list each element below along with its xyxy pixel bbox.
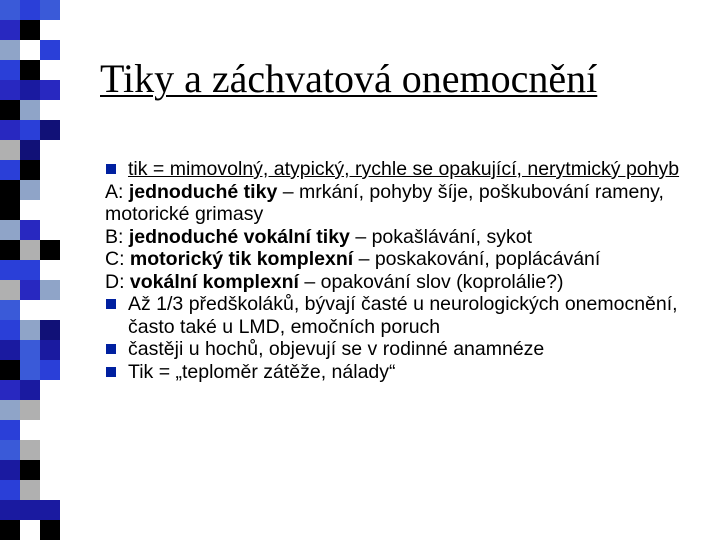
decorative-stripe — [0, 0, 60, 540]
list-item — [105, 181, 695, 226]
stripe-block — [40, 280, 60, 300]
item-prefix: C: — [105, 248, 130, 270]
stripe-block — [0, 120, 20, 140]
item-prefix: D: — [105, 270, 130, 293]
stripe-block — [40, 360, 60, 380]
stripe-block — [20, 460, 40, 480]
list-item — [105, 158, 695, 181]
item-bold: jednoduché vokální tiky — [128, 225, 350, 248]
stripe-block — [0, 280, 20, 300]
list-item — [105, 226, 695, 249]
stripe-block — [20, 240, 40, 260]
stripe-block — [40, 520, 60, 540]
stripe-block — [20, 280, 40, 300]
stripe-block — [20, 80, 40, 100]
stripe-block — [40, 40, 60, 60]
stripe-block — [20, 100, 40, 120]
stripe-block — [40, 120, 60, 140]
stripe-block — [20, 340, 40, 360]
stripe-block — [0, 200, 20, 220]
stripe-block — [20, 20, 40, 40]
stripe-block — [40, 0, 60, 20]
stripe-block — [20, 480, 40, 500]
list-item — [105, 248, 695, 271]
list-item — [105, 338, 695, 361]
item-text: Tik = „teploměr zátěže, nálady“ — [128, 360, 396, 383]
item-prefix: B: — [105, 225, 129, 248]
stripe-block — [20, 180, 40, 200]
stripe-block — [0, 340, 20, 360]
stripe-block — [20, 60, 40, 80]
stripe-block — [0, 240, 20, 260]
item-bold: vokální komplexní — [129, 270, 299, 293]
item-prefix: A: — [105, 180, 129, 203]
stripe-block — [20, 440, 40, 460]
item-bold: motorický tik komplexní — [129, 248, 354, 270]
item-text: častěji u hochů, objevují se v rodinné anamnéze — [128, 338, 545, 360]
stripe-block — [20, 360, 40, 380]
stripe-block — [0, 160, 20, 180]
stripe-block — [0, 20, 20, 40]
stripe-block — [20, 220, 40, 240]
slide-title: Tiky a záchvatová onemocnění — [100, 56, 598, 101]
item-bold: jednoduché tiky — [128, 180, 278, 203]
stripe-block — [20, 400, 40, 420]
stripe-block — [0, 460, 20, 480]
stripe-block — [0, 140, 20, 160]
stripe-block — [20, 160, 40, 180]
stripe-block — [0, 400, 20, 420]
definition-text: tik = mimovolný, atypický, rychle se opakující, nerytmický pohyb — [128, 158, 680, 180]
stripe-block — [20, 500, 40, 520]
list-item — [105, 293, 695, 338]
stripe-block — [0, 100, 20, 120]
stripe-block — [40, 500, 60, 520]
stripe-block — [0, 440, 20, 460]
stripe-block — [20, 0, 40, 20]
stripe-block — [0, 180, 20, 200]
item-rest: – poskakování, poplácávání — [353, 248, 601, 270]
stripe-block — [20, 320, 40, 340]
list-item — [105, 361, 695, 384]
stripe-block — [40, 340, 60, 360]
stripe-block — [20, 260, 40, 280]
stripe-block — [0, 220, 20, 240]
stripe-block — [0, 360, 20, 380]
stripe-block — [40, 320, 60, 340]
item-rest: – opakování slov (koprolálie?) — [298, 270, 564, 293]
slide-body — [105, 158, 695, 383]
stripe-block — [0, 300, 20, 320]
stripe-block — [0, 80, 20, 100]
stripe-block — [0, 380, 20, 400]
stripe-block — [0, 40, 20, 60]
stripe-block — [0, 260, 20, 280]
stripe-block — [40, 80, 60, 100]
list-item — [105, 271, 695, 294]
item-text: Až 1/3 předškoláků, bývají časté u neurologických onemocnění, často také u LMD, emočních poruch — [128, 293, 678, 338]
item-rest: – pokašlávání, sykot — [349, 225, 533, 248]
stripe-block — [40, 240, 60, 260]
stripe-block — [0, 480, 20, 500]
stripe-block — [0, 520, 20, 540]
stripe-block — [0, 320, 20, 340]
stripe-block — [20, 120, 40, 140]
stripe-block — [0, 420, 20, 440]
stripe-block — [0, 500, 20, 520]
stripe-block — [0, 0, 20, 20]
stripe-block — [20, 380, 40, 400]
stripe-block — [20, 140, 40, 160]
item-rest: – mrkání, pohyby šíje, poškubování rameny, motorické grimasy — [105, 180, 664, 225]
stripe-block — [0, 60, 20, 80]
